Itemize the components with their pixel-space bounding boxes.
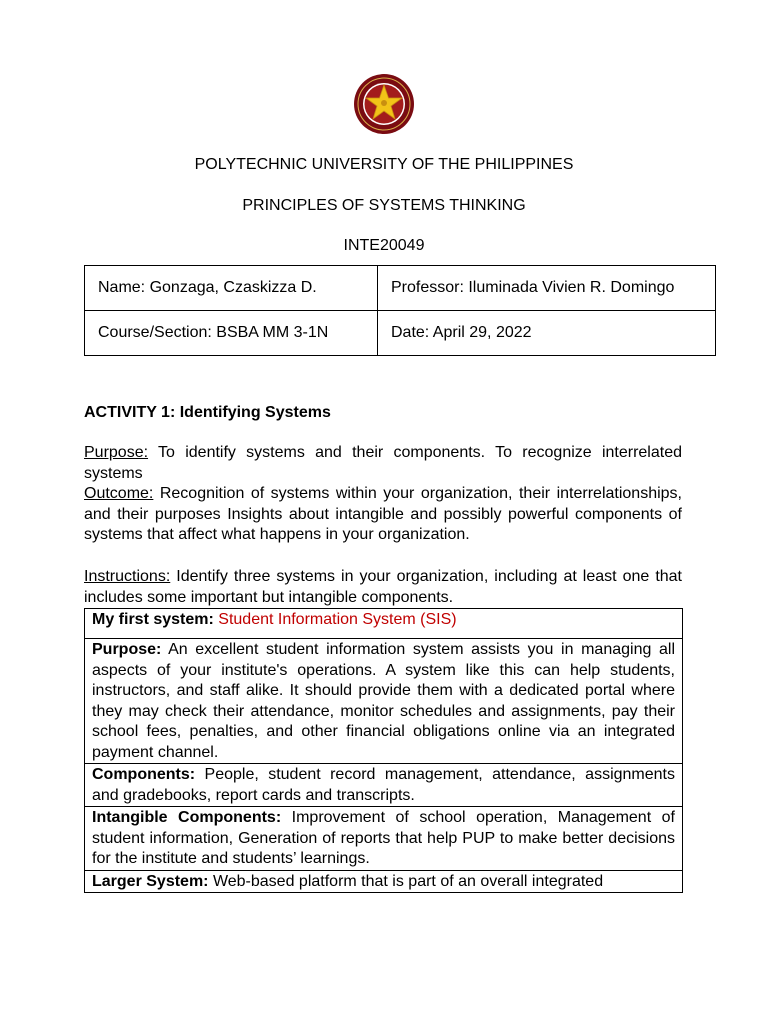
- system-purpose-label: Purpose:: [92, 641, 162, 658]
- instructions-label: Instructions:: [84, 568, 171, 585]
- larger-system-row: [85, 870, 683, 893]
- professor-cell: Professor: Iluminada Vivien R. Domingo: [378, 266, 716, 311]
- larger-system-label: Larger System:: [92, 872, 209, 890]
- system-purpose-row: [85, 639, 683, 764]
- instructions-paragraph: [84, 567, 682, 608]
- outcome-text: Recognition of systems within your organization, their interrelationships, and their purposes Insights about intangible and possibly powerful components of systems that affect what happens in your organization.: [84, 485, 682, 543]
- intangible-components-row: [85, 807, 683, 871]
- components-row: [85, 764, 683, 807]
- purpose-label: Purpose:: [84, 444, 149, 461]
- outcome-label: Outcome:: [84, 485, 154, 502]
- intangible-components-label: Intangible Components:: [92, 809, 282, 826]
- first-system-table: [84, 608, 683, 893]
- student-name-cell: Name: Gonzaga, Czaskizza D.: [85, 266, 378, 311]
- intangible-components-text: Improvement of school operation, Management of student information, Generation of reports that help PUP to make better decisions for the institute and students’ learnings.: [92, 809, 675, 867]
- purpose-text: To identify systems and their components. To recognize interrelated systems: [84, 444, 682, 482]
- first-system-value: Student Information System (SIS): [213, 611, 457, 628]
- activity-title: ACTIVITY 1: Identifying Systems: [84, 404, 331, 421]
- student-info-table: [84, 265, 716, 356]
- course-section-cell: Course/Section: BSBA MM 3-1N: [85, 311, 378, 356]
- purpose-paragraph: [84, 443, 682, 484]
- course-title: PRINCIPLES OF SYSTEMS THINKING: [242, 197, 526, 214]
- first-system-label: My first system:: [92, 611, 214, 628]
- course-code: INTE20049: [343, 237, 425, 254]
- outcome-paragraph: [84, 484, 682, 546]
- system-purpose-text: An excellent student information system assists you in managing all aspects of your institute's operations. A system like this can help students, instructors, and staff alike. It should provide them with a dedicated portal where they may check their attendance, monitor schedules and assignments, pay their school fees, penalties, and other financial obligations online via an integrated payment channel.: [92, 641, 675, 761]
- university-name: POLYTECHNIC UNIVERSITY OF THE PHILIPPINES: [194, 156, 574, 173]
- components-label: Components:: [92, 766, 196, 783]
- components-text: People, student record management, attendance, assignments and gradebooks, report cards and transcripts.: [92, 766, 675, 804]
- larger-system-text: Web-based platform that is part of an overall integrated: [208, 872, 604, 890]
- instructions-text: Identify three systems in your organization, including at least one that includes some important but intangible components.: [84, 568, 682, 606]
- first-system-row: [85, 609, 683, 639]
- date-cell: Date: April 29, 2022: [378, 311, 716, 356]
- pup-seal-logo: [353, 73, 415, 135]
